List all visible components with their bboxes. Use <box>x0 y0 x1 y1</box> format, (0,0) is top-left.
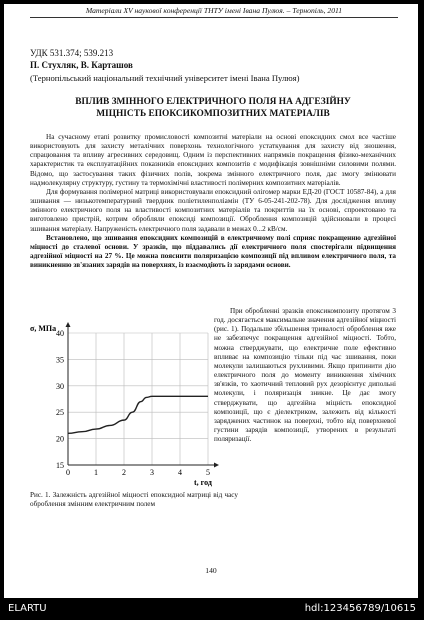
viewer-footer <box>0 600 424 620</box>
paragraph-4: При обробленні зразків епоксикомпозиту протягом 3 год. досягається максимальне значення адгезійної міцності (рис. 1). Подальше збільшення тривалості оброблення вже не забезпечує покращення адгезійної міцності. Тобто, можна стверджувати, що електричне поле ефективно впливає на композицію тільки під час зшивання, поки молекули залишаються рухливими. Якщо припинити дію електричного поля до моменту виникнення хімічних зв'язків, то хаотичний тепловий рух дезорієнтує дипольні молекули, і поляризація зникне. Це дає змогу стверджувати, що адгезійна міцність епоксидної композиції, що є діелектриком, залежить від кількості заряджених частинок на поверхні, тобто від поверхневої густини зарядів композиції, утворених в результаті поляризації. <box>214 307 396 444</box>
title-line-1: ВПЛИВ ЗМІННОГО ЕЛЕКТРИЧНОГО ПОЛЯ НА АДГЕЗІЙНУ <box>75 97 351 107</box>
x-tick-label: 3 <box>150 468 154 477</box>
x-axis-label: t, год <box>194 478 212 487</box>
y-axis-label: σ, МПа <box>30 324 57 333</box>
x-tick-label: 5 <box>206 468 210 477</box>
y-tick-label: 30 <box>56 381 64 391</box>
y-tick-label: 25 <box>56 408 64 418</box>
body-text-right <box>214 307 396 444</box>
x-tick-label: 1 <box>94 468 98 477</box>
affiliation: (Тернопільський національний технічний університет імені Івана Пулюя) <box>30 73 300 83</box>
authors: П. Стухляк, В. Карташов <box>30 60 133 70</box>
y-axis-arrow <box>66 322 71 327</box>
page-number: 140 <box>205 566 217 575</box>
chart-adhesion <box>28 319 228 489</box>
adhesion-curve <box>68 396 208 433</box>
x-tick-label: 2 <box>122 468 126 477</box>
x-axis-arrow <box>214 463 219 468</box>
y-tick-label: 15 <box>56 461 64 470</box>
paper-title <box>30 97 396 120</box>
repository-name: ELARTU <box>8 603 47 614</box>
paragraph-1: На сучасному етапі розвитку промисловості композитні матеріали на основі епоксидних смол все частіше використовують для захисту металічних поверхонь технологічного устаткування для захисту від зношення, спрацювання та впливу агресивних середовищ. Одним із перспективних напрямків покращення фізико-механічних характеристик та експлуатаційних показників епоксидних композитів є модифікація зовнішніми силовими полями. Відомо, що застосування таких фізичних полів, зокрема змінного електричного поля, дає змогу змінювати надмолекулярну структуру, густину та термохімічні властивості полімерних композитних матеріалів. <box>30 133 396 187</box>
body-text-top <box>30 133 396 270</box>
running-header: Матеріали XV наукової конференції ТНТУ імені Івана Пулюя. – Тернопіль, 2011 <box>30 6 398 18</box>
handle-id: hdl:123456789/10615 <box>304 603 416 614</box>
chart-ticks <box>56 329 210 477</box>
paragraph-2: Для формування полімерної матриці використовували епоксидний олігомер марки ЕД-20 (ГОСТ 10587-84), а для зшивання — низькотемпературний твердник поліетиленполіамін (ТУ 6-05-241-202-78). Для дослідження впливу змінного електричного поля на властивості композитних матеріалів та покриттів на їх основі, спроектовано та виготовлено пристрій, котрим обробляли епоксиді композиції. Оброблення композицій здійснювали в процесі зшивання матеріалу. Напруженість електричного поля задавали в межах 0...2 кВ/см. <box>30 187 396 233</box>
figure-caption: Рис. 1. Залежність адгезійної міцності епоксидної матриці від часу оброблення змінним електричним полем <box>30 491 238 509</box>
title-line-2: МІЦНІСТЬ ЕПОКСИКОМПОЗИТНИХ МАТЕРІАЛІВ <box>96 108 330 119</box>
paragraph-3: Встановлено, що зшивання епоксидних композицій в електричному полі сприяє покращенню адгезійної міцності до сталевої основи. У зразків, що піддавались дії електричного поля спостерігали підвищення адгезійної міцності на 27 %. Це можна пояснити поляризацією композиції під впливом електричного поля, та виникненню зв'язаних зарядів на поверхнях, із взаємодіють із зарядами основи. <box>30 233 396 270</box>
udc-code: УДК 531.374; 539.213 <box>30 48 114 58</box>
y-tick-label: 20 <box>56 434 64 444</box>
x-tick-label: 0 <box>66 468 70 477</box>
chart-grid <box>68 333 208 465</box>
y-tick-label: 35 <box>56 355 64 365</box>
y-tick-label: 40 <box>56 329 64 338</box>
journal-page <box>4 4 418 598</box>
chart-axes <box>66 322 220 468</box>
x-tick-label: 4 <box>178 468 182 477</box>
